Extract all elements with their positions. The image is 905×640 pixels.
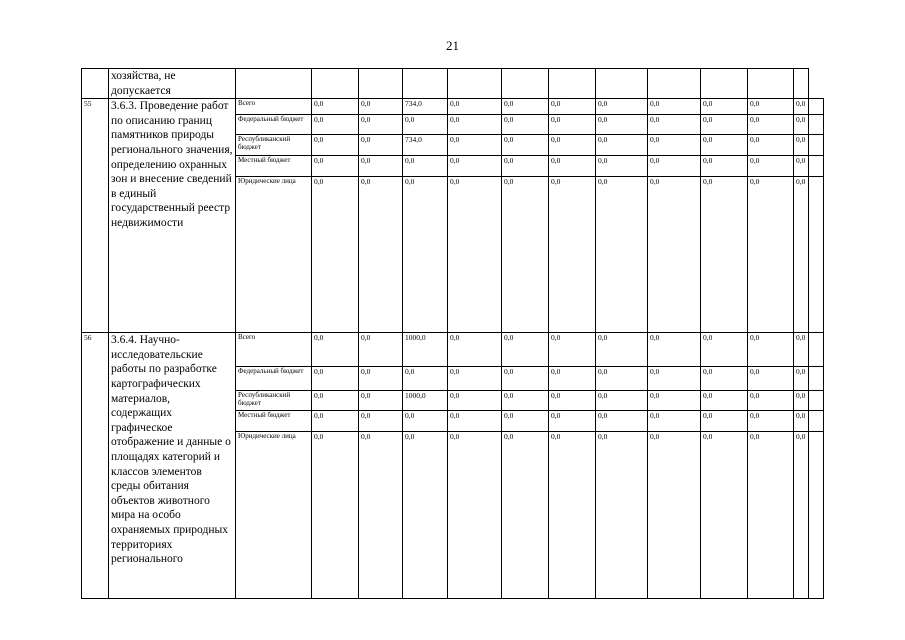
funding-source-cell: Юридические лица <box>236 432 312 599</box>
empty-cell <box>236 69 312 99</box>
value-cell: 0,0 <box>794 177 809 333</box>
value-cell: 0,0 <box>403 411 448 432</box>
value-cell: 0,0 <box>502 115 549 135</box>
empty-cell <box>809 156 824 177</box>
value-cell: 0,0 <box>648 367 701 391</box>
value-cell: 0,0 <box>701 367 748 391</box>
value-cell: 0,0 <box>748 135 794 156</box>
value-cell: 0,0 <box>596 391 648 411</box>
value-cell: 0,0 <box>596 177 648 333</box>
value-cell: 0,0 <box>596 411 648 432</box>
value-cell: 0,0 <box>448 333 502 367</box>
value-cell: 734,0 <box>403 135 448 156</box>
value-cell: 0,0 <box>448 432 502 599</box>
value-cell: 0,0 <box>549 115 596 135</box>
empty-cell <box>809 391 824 411</box>
value-cell: 0,0 <box>596 367 648 391</box>
value-cell: 0,0 <box>312 391 359 411</box>
empty-cell <box>448 69 502 99</box>
value-cell: 0,0 <box>596 432 648 599</box>
value-cell: 0,0 <box>359 333 403 367</box>
value-cell: 0,0 <box>448 367 502 391</box>
value-cell: 0,0 <box>403 177 448 333</box>
value-cell: 0,0 <box>549 367 596 391</box>
measure-name-cell: хозяйства, не допускается <box>109 69 236 99</box>
value-cell: 0,0 <box>648 432 701 599</box>
empty-cell <box>809 333 824 367</box>
value-cell: 0,0 <box>448 177 502 333</box>
value-cell: 0,0 <box>359 367 403 391</box>
value-cell: 0,0 <box>748 432 794 599</box>
value-cell: 0,0 <box>701 156 748 177</box>
value-cell: 0,0 <box>748 99 794 115</box>
funding-source-cell: Республиканский бюджет <box>236 391 312 411</box>
value-cell: 0,0 <box>312 135 359 156</box>
value-cell: 0,0 <box>701 411 748 432</box>
value-cell: 0,0 <box>359 411 403 432</box>
table-row <box>82 333 824 367</box>
row-index-cell: 56 <box>82 333 109 599</box>
funding-source-cell: Всего <box>236 99 312 115</box>
value-cell: 0,0 <box>549 156 596 177</box>
value-cell: 0,0 <box>794 367 809 391</box>
value-cell: 0,0 <box>312 177 359 333</box>
value-cell: 0,0 <box>359 135 403 156</box>
value-cell: 0,0 <box>701 432 748 599</box>
funding-source-cell: Юридические лица <box>236 177 312 333</box>
value-cell: 0,0 <box>549 333 596 367</box>
value-cell: 0,0 <box>794 391 809 411</box>
table-row <box>82 99 824 115</box>
value-cell: 0,0 <box>748 156 794 177</box>
empty-cell <box>502 69 549 99</box>
value-cell: 1000,0 <box>403 333 448 367</box>
value-cell: 0,0 <box>502 135 549 156</box>
value-cell: 0,0 <box>312 333 359 367</box>
value-cell: 734,0 <box>403 99 448 115</box>
value-cell: 0,0 <box>748 411 794 432</box>
value-cell: 0,0 <box>403 115 448 135</box>
value-cell: 1000,0 <box>403 391 448 411</box>
empty-cell <box>809 135 824 156</box>
value-cell: 0,0 <box>448 391 502 411</box>
value-cell: 0,0 <box>701 115 748 135</box>
value-cell: 0,0 <box>448 115 502 135</box>
value-cell: 0,0 <box>312 432 359 599</box>
value-cell: 0,0 <box>794 135 809 156</box>
value-cell: 0,0 <box>502 333 549 367</box>
empty-cell <box>596 69 648 99</box>
value-cell: 0,0 <box>359 99 403 115</box>
empty-cell <box>312 69 359 99</box>
value-cell: 0,0 <box>448 156 502 177</box>
value-cell: 0,0 <box>748 391 794 411</box>
value-cell: 0,0 <box>596 135 648 156</box>
funding-source-cell: Местный бюджет <box>236 411 312 432</box>
empty-cell <box>809 367 824 391</box>
funding-source-cell: Всего <box>236 333 312 367</box>
measure-name-cell: 3.6.4. Научно-исследовательские работы по разработке картографических материалов, содержащих графическое отображение и данные о площадях категорий и классов элементов среды обитания объектов животного мира на особо охраняемых природных территориях регионального <box>109 333 236 599</box>
value-cell: 0,0 <box>596 99 648 115</box>
value-cell: 0,0 <box>748 333 794 367</box>
funding-source-cell: Местный бюджет <box>236 156 312 177</box>
value-cell: 0,0 <box>701 135 748 156</box>
row-index-cell <box>82 69 109 99</box>
empty-cell <box>701 69 748 99</box>
value-cell: 0,0 <box>748 177 794 333</box>
value-cell: 0,0 <box>648 115 701 135</box>
row-index-cell: 55 <box>82 99 109 333</box>
value-cell: 0,0 <box>312 411 359 432</box>
empty-cell <box>809 432 824 599</box>
value-cell: 0,0 <box>502 367 549 391</box>
value-cell: 0,0 <box>794 432 809 599</box>
value-cell: 0,0 <box>748 367 794 391</box>
value-cell: 0,0 <box>596 333 648 367</box>
funding-source-cell: Федеральный бюджет <box>236 367 312 391</box>
value-cell: 0,0 <box>549 99 596 115</box>
value-cell: 0,0 <box>403 156 448 177</box>
value-cell: 0,0 <box>701 391 748 411</box>
value-cell: 0,0 <box>549 411 596 432</box>
value-cell: 0,0 <box>701 333 748 367</box>
value-cell: 0,0 <box>359 156 403 177</box>
value-cell: 0,0 <box>748 115 794 135</box>
value-cell: 0,0 <box>794 156 809 177</box>
funding-source-cell: Федеральный бюджет <box>236 115 312 135</box>
value-cell: 0,0 <box>648 156 701 177</box>
value-cell: 0,0 <box>312 367 359 391</box>
value-cell: 0,0 <box>549 177 596 333</box>
value-cell: 0,0 <box>648 177 701 333</box>
empty-cell <box>359 69 403 99</box>
value-cell: 0,0 <box>701 99 748 115</box>
value-cell: 0,0 <box>502 177 549 333</box>
value-cell: 0,0 <box>794 333 809 367</box>
value-cell: 0,0 <box>549 432 596 599</box>
value-cell: 0,0 <box>359 115 403 135</box>
value-cell: 0,0 <box>549 391 596 411</box>
value-cell: 0,0 <box>596 115 648 135</box>
value-cell: 0,0 <box>312 115 359 135</box>
value-cell: 0,0 <box>403 432 448 599</box>
value-cell: 0,0 <box>502 411 549 432</box>
value-cell: 0,0 <box>312 156 359 177</box>
empty-cell <box>648 69 701 99</box>
empty-cell <box>549 69 596 99</box>
empty-cell <box>403 69 448 99</box>
value-cell: 0,0 <box>448 99 502 115</box>
value-cell: 0,0 <box>648 135 701 156</box>
value-cell: 0,0 <box>403 367 448 391</box>
empty-cell <box>809 115 824 135</box>
empty-cell <box>748 69 794 99</box>
empty-cell <box>809 99 824 115</box>
value-cell: 0,0 <box>794 411 809 432</box>
budget-table <box>81 68 824 599</box>
value-cell: 0,0 <box>648 99 701 115</box>
value-cell: 0,0 <box>794 99 809 115</box>
value-cell: 0,0 <box>448 135 502 156</box>
value-cell: 0,0 <box>359 177 403 333</box>
value-cell: 0,0 <box>502 432 549 599</box>
value-cell: 0,0 <box>502 391 549 411</box>
page-number: 21 <box>446 38 459 53</box>
value-cell: 0,0 <box>794 115 809 135</box>
value-cell: 0,0 <box>359 391 403 411</box>
value-cell: 0,0 <box>701 177 748 333</box>
value-cell: 0,0 <box>502 156 549 177</box>
funding-source-cell: Республиканский бюджет <box>236 135 312 156</box>
value-cell: 0,0 <box>648 391 701 411</box>
value-cell: 0,0 <box>502 99 549 115</box>
value-cell: 0,0 <box>359 432 403 599</box>
empty-cell <box>809 177 824 333</box>
value-cell: 0,0 <box>448 411 502 432</box>
empty-cell <box>809 411 824 432</box>
empty-cell <box>794 69 809 99</box>
table-row <box>82 69 824 99</box>
value-cell: 0,0 <box>648 411 701 432</box>
value-cell: 0,0 <box>549 135 596 156</box>
value-cell: 0,0 <box>648 333 701 367</box>
value-cell: 0,0 <box>596 156 648 177</box>
value-cell: 0,0 <box>312 99 359 115</box>
measure-name-cell: 3.6.3. Проведение работ по описанию границ памятников природы регионального значения, определению охранных зон и внесение сведений в единый государственный реестр недвижимости <box>109 99 236 333</box>
